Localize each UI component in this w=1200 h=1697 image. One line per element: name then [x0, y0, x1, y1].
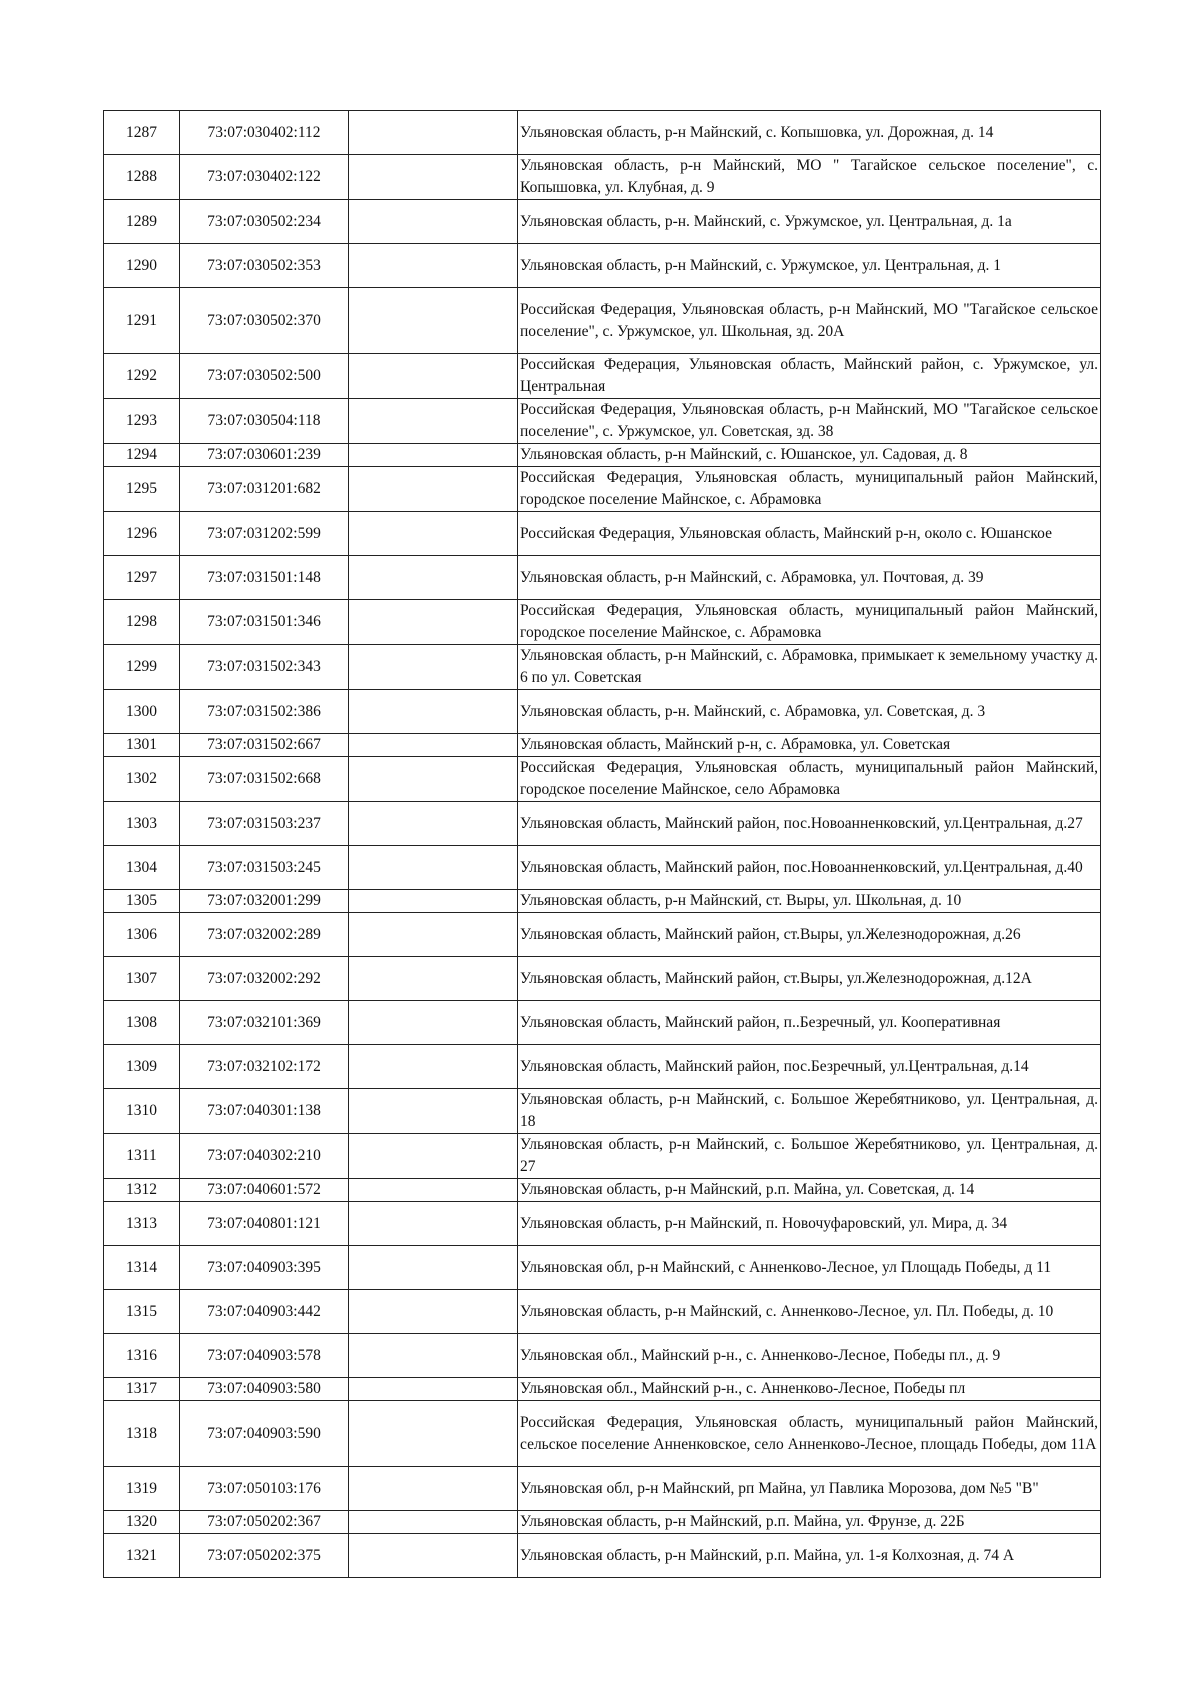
table-row	[104, 1246, 1101, 1290]
empty-cell	[349, 1134, 518, 1179]
cadastral-number-cell: 73:07:040903:590	[180, 1401, 349, 1467]
cadastral-number-cell: 73:07:032101:369	[180, 1001, 349, 1045]
address-cell: Ульяновская область, р-н Майнский, п. Новочуфаровский, ул. Мира, д. 34	[518, 1202, 1101, 1246]
registry-body	[104, 111, 1101, 1578]
empty-cell	[349, 1401, 518, 1467]
table-row	[104, 734, 1101, 757]
empty-cell	[349, 1179, 518, 1202]
empty-cell	[349, 556, 518, 600]
cadastral-number-cell: 73:07:030502:353	[180, 244, 349, 288]
row-number-cell: 1289	[104, 200, 180, 244]
cadastral-number-cell: 73:07:031502:386	[180, 690, 349, 734]
empty-cell	[349, 288, 518, 354]
address-cell: Российская Федерация, Ульяновская область, муниципальный район Майнский, сельское поселение Анненковское, село Анненково-Лесное, площадь Победы, дом 11А	[518, 1401, 1101, 1467]
address-cell: Ульяновская обл., Майнский р-н., с. Анненково-Лесное, Победы пл	[518, 1378, 1101, 1401]
empty-cell	[349, 690, 518, 734]
table-row	[104, 1089, 1101, 1134]
empty-cell	[349, 913, 518, 957]
address-cell: Российская Федерация, Ульяновская область, Майнский р-н, около с. Юшанское	[518, 512, 1101, 556]
empty-cell	[349, 802, 518, 846]
row-number-cell: 1291	[104, 288, 180, 354]
table-row	[104, 1290, 1101, 1334]
address-cell: Ульяновская область, р-н Майнский, р.п. Майна, ул. Советская, д. 14	[518, 1179, 1101, 1202]
address-cell: Ульяновская область, р-н Майнский, р.п. Майна, ул. 1-я Колхозная, д. 74 А	[518, 1534, 1101, 1578]
table-row	[104, 757, 1101, 802]
row-number-cell: 1290	[104, 244, 180, 288]
address-cell: Ульяновская область, р-н Майнский, с. Абрамовка, ул. Почтовая, д. 39	[518, 556, 1101, 600]
table-row	[104, 1467, 1101, 1511]
empty-cell	[349, 1045, 518, 1089]
address-cell: Ульяновская область, р-н Майнский, р.п. Майна, ул. Фрунзе, д. 22Б	[518, 1511, 1101, 1534]
empty-cell	[349, 111, 518, 155]
row-number-cell: 1311	[104, 1134, 180, 1179]
address-cell: Ульяновская область, р-н. Майнский, с. Абрамовка, ул. Советская, д. 3	[518, 690, 1101, 734]
cadastral-number-cell: 73:07:050202:375	[180, 1534, 349, 1578]
row-number-cell: 1294	[104, 444, 180, 467]
cadastral-number-cell: 73:07:040903:442	[180, 1290, 349, 1334]
cadastral-number-cell: 73:07:032001:299	[180, 890, 349, 913]
table-row	[104, 913, 1101, 957]
table-row	[104, 1534, 1101, 1578]
row-number-cell: 1314	[104, 1246, 180, 1290]
address-cell: Российская Федерация, Ульяновская область, р-н Майнский, МО "Тагайское сельское поселение", с. Уржумское, ул. Советская, зд. 38	[518, 399, 1101, 444]
address-cell: Ульяновская область, Майнский район, п..Безречный, ул. Кооперативная	[518, 1001, 1101, 1045]
table-row	[104, 890, 1101, 913]
empty-cell	[349, 1089, 518, 1134]
row-number-cell: 1295	[104, 467, 180, 512]
cadastral-number-cell: 73:07:031501:148	[180, 556, 349, 600]
empty-cell	[349, 1246, 518, 1290]
row-number-cell: 1317	[104, 1378, 180, 1401]
empty-cell	[349, 1534, 518, 1578]
row-number-cell: 1298	[104, 600, 180, 645]
cadastral-number-cell: 73:07:040302:210	[180, 1134, 349, 1179]
cadastral-number-cell: 73:07:031503:237	[180, 802, 349, 846]
address-cell: Ульяновская обл, р-н Майнский, рп Майна, ул Павлика Морозова, дом №5 "В"	[518, 1467, 1101, 1511]
cadastral-number-cell: 73:07:030402:112	[180, 111, 349, 155]
address-cell: Ульяновская область, Майнский район, пос.Новоанненковский, ул.Центральная, д.40	[518, 846, 1101, 890]
empty-cell	[349, 1467, 518, 1511]
cadastral-number-cell: 73:07:030402:122	[180, 155, 349, 200]
row-number-cell: 1292	[104, 354, 180, 399]
cadastral-number-cell: 73:07:032102:172	[180, 1045, 349, 1089]
address-cell: Ульяновская обл., Майнский р-н., с. Анненково-Лесное, Победы пл., д. 9	[518, 1334, 1101, 1378]
row-number-cell: 1303	[104, 802, 180, 846]
row-number-cell: 1297	[104, 556, 180, 600]
empty-cell	[349, 1334, 518, 1378]
table-row	[104, 288, 1101, 354]
row-number-cell: 1304	[104, 846, 180, 890]
empty-cell	[349, 757, 518, 802]
empty-cell	[349, 1202, 518, 1246]
address-cell: Ульяновская область, р-н Майнский, с. Абрамовка, примыкает к земельному участку д. 6 по ул. Советская	[518, 645, 1101, 690]
empty-cell	[349, 354, 518, 399]
row-number-cell: 1301	[104, 734, 180, 757]
table-row	[104, 1134, 1101, 1179]
cadastral-number-cell: 73:07:031502:667	[180, 734, 349, 757]
row-number-cell: 1309	[104, 1045, 180, 1089]
table-row	[104, 467, 1101, 512]
empty-cell	[349, 645, 518, 690]
cadastral-number-cell: 73:07:040903:395	[180, 1246, 349, 1290]
empty-cell	[349, 1290, 518, 1334]
table-row	[104, 1179, 1101, 1202]
table-row	[104, 244, 1101, 288]
cadastral-number-cell: 73:07:030502:500	[180, 354, 349, 399]
row-number-cell: 1321	[104, 1534, 180, 1578]
empty-cell	[349, 399, 518, 444]
row-number-cell: 1319	[104, 1467, 180, 1511]
row-number-cell: 1306	[104, 913, 180, 957]
cadastral-number-cell: 73:07:040301:138	[180, 1089, 349, 1134]
address-cell: Ульяновская область, р-н. Майнский, с. Уржумское, ул. Центральная, д. 1а	[518, 200, 1101, 244]
cadastral-number-cell: 73:07:040903:578	[180, 1334, 349, 1378]
row-number-cell: 1310	[104, 1089, 180, 1134]
table-row	[104, 1045, 1101, 1089]
row-number-cell: 1287	[104, 111, 180, 155]
empty-cell	[349, 890, 518, 913]
address-cell: Российская Федерация, Ульяновская область, муниципальный район Майнский, городское поселение Майнское, село Абрамовка	[518, 757, 1101, 802]
address-cell: Ульяновская область, р-н Майнский, с. Анненково-Лесное, ул. Пл. Победы, д. 10	[518, 1290, 1101, 1334]
row-number-cell: 1307	[104, 957, 180, 1001]
cadastral-number-cell: 73:07:032002:292	[180, 957, 349, 1001]
empty-cell	[349, 467, 518, 512]
cadastral-number-cell: 73:07:030502:370	[180, 288, 349, 354]
address-cell: Ульяновская область, Майнский район, пос.Новоанненковский, ул.Центральная, д.27	[518, 802, 1101, 846]
cadastral-number-cell: 73:07:040601:572	[180, 1179, 349, 1202]
address-cell: Ульяновская область, р-н Майнский, с. Большое Жеребятниково, ул. Центральная, д. 27	[518, 1134, 1101, 1179]
row-number-cell: 1312	[104, 1179, 180, 1202]
table-row	[104, 354, 1101, 399]
empty-cell	[349, 1001, 518, 1045]
address-cell: Ульяновская область, р-н Майнский, МО " Тагайское сельское поселение", с. Копышовка, ул. Клубная, д. 9	[518, 155, 1101, 200]
address-cell: Ульяновская область, Майнский район, пос.Безречный, ул.Центральная, д.14	[518, 1045, 1101, 1089]
cadastral-number-cell: 73:07:030504:118	[180, 399, 349, 444]
table-row	[104, 600, 1101, 645]
cadastral-number-cell: 73:07:040801:121	[180, 1202, 349, 1246]
empty-cell	[349, 1378, 518, 1401]
empty-cell	[349, 155, 518, 200]
empty-cell	[349, 734, 518, 757]
row-number-cell: 1300	[104, 690, 180, 734]
empty-cell	[349, 444, 518, 467]
cadastral-number-cell: 73:07:031501:346	[180, 600, 349, 645]
table-row	[104, 1401, 1101, 1467]
address-cell: Российская Федерация, Ульяновская область, р-н Майнский, МО "Тагайское сельское поселение", с. Уржумское, ул. Школьная, зд. 20А	[518, 288, 1101, 354]
row-number-cell: 1288	[104, 155, 180, 200]
cadastral-number-cell: 73:07:030601:239	[180, 444, 349, 467]
cadastral-number-cell: 73:07:031502:668	[180, 757, 349, 802]
empty-cell	[349, 600, 518, 645]
address-cell: Ульяновская область, р-н Майнский, с. Юшанское, ул. Садовая, д. 8	[518, 444, 1101, 467]
table-row	[104, 802, 1101, 846]
cadastral-number-cell: 73:07:050202:367	[180, 1511, 349, 1534]
registry-table	[103, 110, 1101, 1578]
address-cell: Российская Федерация, Ульяновская область, муниципальный район Майнский, городское поселение Майнское, с. Абрамовка	[518, 600, 1101, 645]
table-row	[104, 111, 1101, 155]
cadastral-number-cell: 73:07:030502:234	[180, 200, 349, 244]
address-cell: Ульяновская область, Майнский район, ст.Выры, ул.Железнодорожная, д.26	[518, 913, 1101, 957]
empty-cell	[349, 244, 518, 288]
row-number-cell: 1316	[104, 1334, 180, 1378]
row-number-cell: 1315	[104, 1290, 180, 1334]
table-row	[104, 1334, 1101, 1378]
table-row	[104, 1202, 1101, 1246]
table-row	[104, 690, 1101, 734]
empty-cell	[349, 846, 518, 890]
empty-cell	[349, 200, 518, 244]
row-number-cell: 1313	[104, 1202, 180, 1246]
table-row	[104, 1001, 1101, 1045]
address-cell: Российская Федерация, Ульяновская область, муниципальный район Майнский, городское поселение Майнское, с. Абрамовка	[518, 467, 1101, 512]
cadastral-number-cell: 73:07:031201:682	[180, 467, 349, 512]
address-cell: Ульяновская область, р-н Майнский, с. Копышовка, ул. Дорожная, д. 14	[518, 111, 1101, 155]
cadastral-number-cell: 73:07:032002:289	[180, 913, 349, 957]
table-row	[104, 155, 1101, 200]
row-number-cell: 1296	[104, 512, 180, 556]
address-cell: Ульяновская область, р-н Майнский, ст. Выры, ул. Школьная, д. 10	[518, 890, 1101, 913]
table-row	[104, 556, 1101, 600]
table-row	[104, 957, 1101, 1001]
row-number-cell: 1318	[104, 1401, 180, 1467]
row-number-cell: 1293	[104, 399, 180, 444]
table-row	[104, 1378, 1101, 1401]
address-cell: Ульяновская область, р-н Майнский, с. Уржумское, ул. Центральная, д. 1	[518, 244, 1101, 288]
table-row	[104, 444, 1101, 467]
empty-cell	[349, 1511, 518, 1534]
row-number-cell: 1308	[104, 1001, 180, 1045]
cadastral-number-cell: 73:07:050103:176	[180, 1467, 349, 1511]
cadastral-number-cell: 73:07:040903:580	[180, 1378, 349, 1401]
cadastral-number-cell: 73:07:031502:343	[180, 645, 349, 690]
row-number-cell: 1299	[104, 645, 180, 690]
empty-cell	[349, 957, 518, 1001]
table-row	[104, 399, 1101, 444]
empty-cell	[349, 512, 518, 556]
address-cell: Российская Федерация, Ульяновская область, Майнский район, с. Уржумское, ул. Центральная	[518, 354, 1101, 399]
row-number-cell: 1320	[104, 1511, 180, 1534]
row-number-cell: 1305	[104, 890, 180, 913]
table-row	[104, 846, 1101, 890]
table-row	[104, 200, 1101, 244]
table-row	[104, 1511, 1101, 1534]
address-cell: Ульяновская область, Майнский район, ст.Выры, ул.Железнодорожная, д.12А	[518, 957, 1101, 1001]
address-cell: Ульяновская область, Майнский р-н, с. Абрамовка, ул. Советская	[518, 734, 1101, 757]
address-cell: Ульяновская обл, р-н Майнский, с Анненково-Лесное, ул Площадь Победы, д 11	[518, 1246, 1101, 1290]
cadastral-number-cell: 73:07:031503:245	[180, 846, 349, 890]
cadastral-number-cell: 73:07:031202:599	[180, 512, 349, 556]
row-number-cell: 1302	[104, 757, 180, 802]
table-row	[104, 512, 1101, 556]
table-row	[104, 645, 1101, 690]
address-cell: Ульяновская область, р-н Майнский, с. Большое Жеребятниково, ул. Центральная, д. 18	[518, 1089, 1101, 1134]
